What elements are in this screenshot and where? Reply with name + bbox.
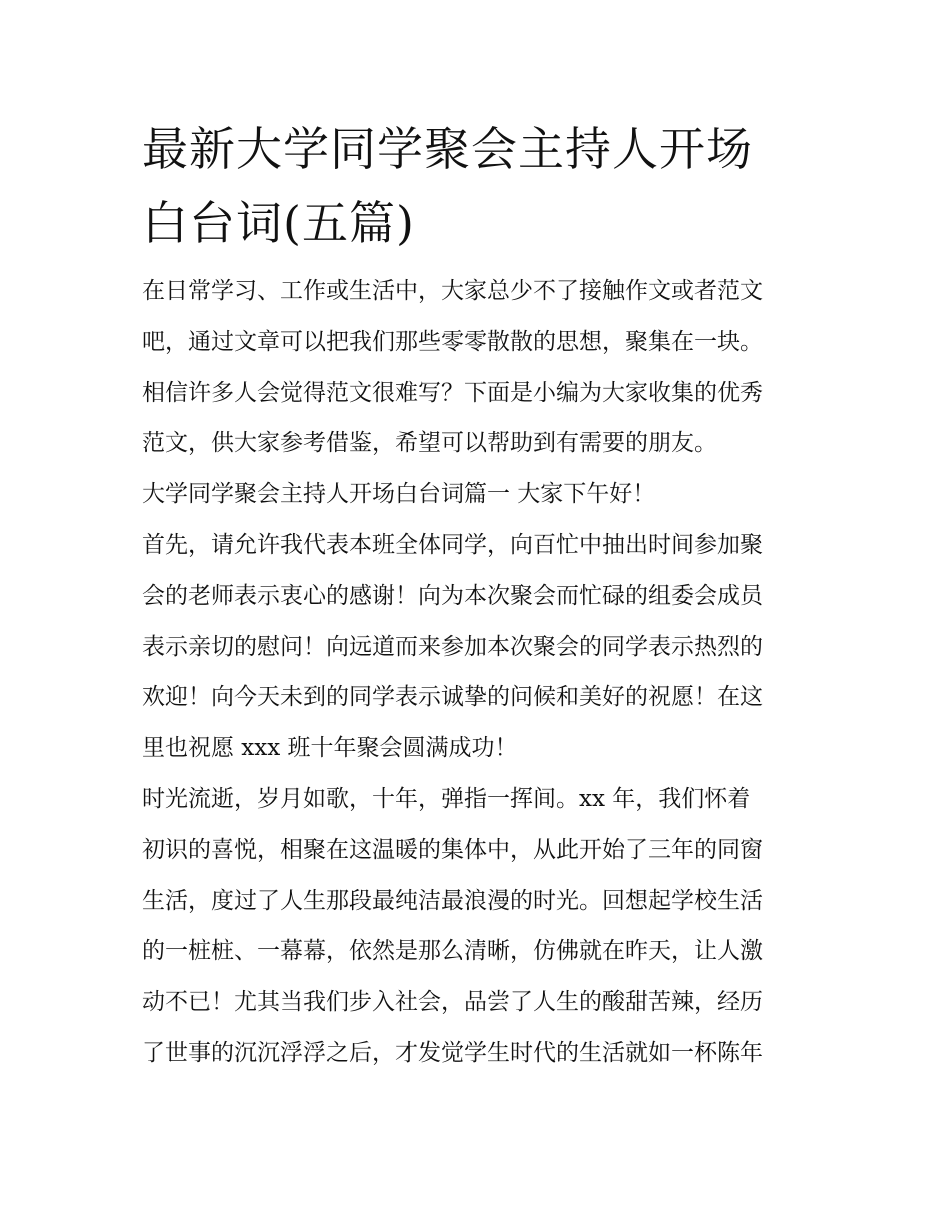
title-line: 最新大学同学聚会主持人开场: [142, 122, 753, 176]
document-body: [142, 112, 814, 1079]
text-line: 里也祝愿 xxx 班十年聚会圆满成功！: [142, 735, 518, 762]
text-line: 大学同学聚会主持人开场白台词篇一 大家下午好！: [142, 481, 656, 508]
paragraphs: [142, 266, 814, 1079]
text-line: 吧，通过文章可以把我们那些零零散散的思想，聚集在一块。: [142, 328, 763, 355]
text-line: 表示亲切的慰问！向远道而来参加本次聚会的同学表示热烈的: [142, 633, 763, 660]
text-line: 会的老师表示衷心的感谢！向为本次聚会而忙碌的组委会成员: [142, 582, 763, 609]
title-line: 白台词(五篇): [142, 196, 415, 250]
greeting-paragraph: [142, 520, 814, 774]
text-line: 欢迎！向今天未到的同学表示诚挚的问候和美好的祝愿！在这: [142, 684, 763, 711]
text-line: 范文，供大家参考借鉴，希望可以帮助到有需要的朋友。: [142, 430, 717, 457]
text-line: 初识的喜悦，相聚在这温暖的集体中，从此开始了三年的同窗: [142, 836, 763, 863]
text-line: 相信许多人会觉得范文很难写？下面是小编为大家收集的优秀: [142, 379, 763, 406]
text-line: 生活，度过了人生那段最纯洁最浪漫的时光。回想起学校生活: [142, 887, 763, 914]
text-line: 首先，请允许我代表本班全体同学，向百忙中抽出时间参加聚: [142, 531, 763, 558]
text-line: 动不已！尤其当我们步入社会，品尝了人生的酸甜苦辣，经历: [142, 989, 763, 1016]
memories-paragraph: [142, 774, 814, 1079]
text-line: 的一桩桩、一幕幕，依然是那么清晰，仿佛就在昨天，让人激: [142, 938, 763, 965]
text-line: 时光流逝，岁月如歌，十年，弹指一挥间。xx 年，我们怀着: [142, 785, 751, 812]
document-title: [142, 112, 814, 260]
section-heading-paragraph: [142, 469, 814, 520]
text-line: 了世事的沉沉浮浮之后，才发觉学生时代的生活就如一杯陈年: [142, 1039, 763, 1066]
text-line: 在日常学习、工作或生活中，大家总少不了接触作文或者范文: [142, 278, 763, 304]
intro-paragraph: [142, 266, 814, 469]
